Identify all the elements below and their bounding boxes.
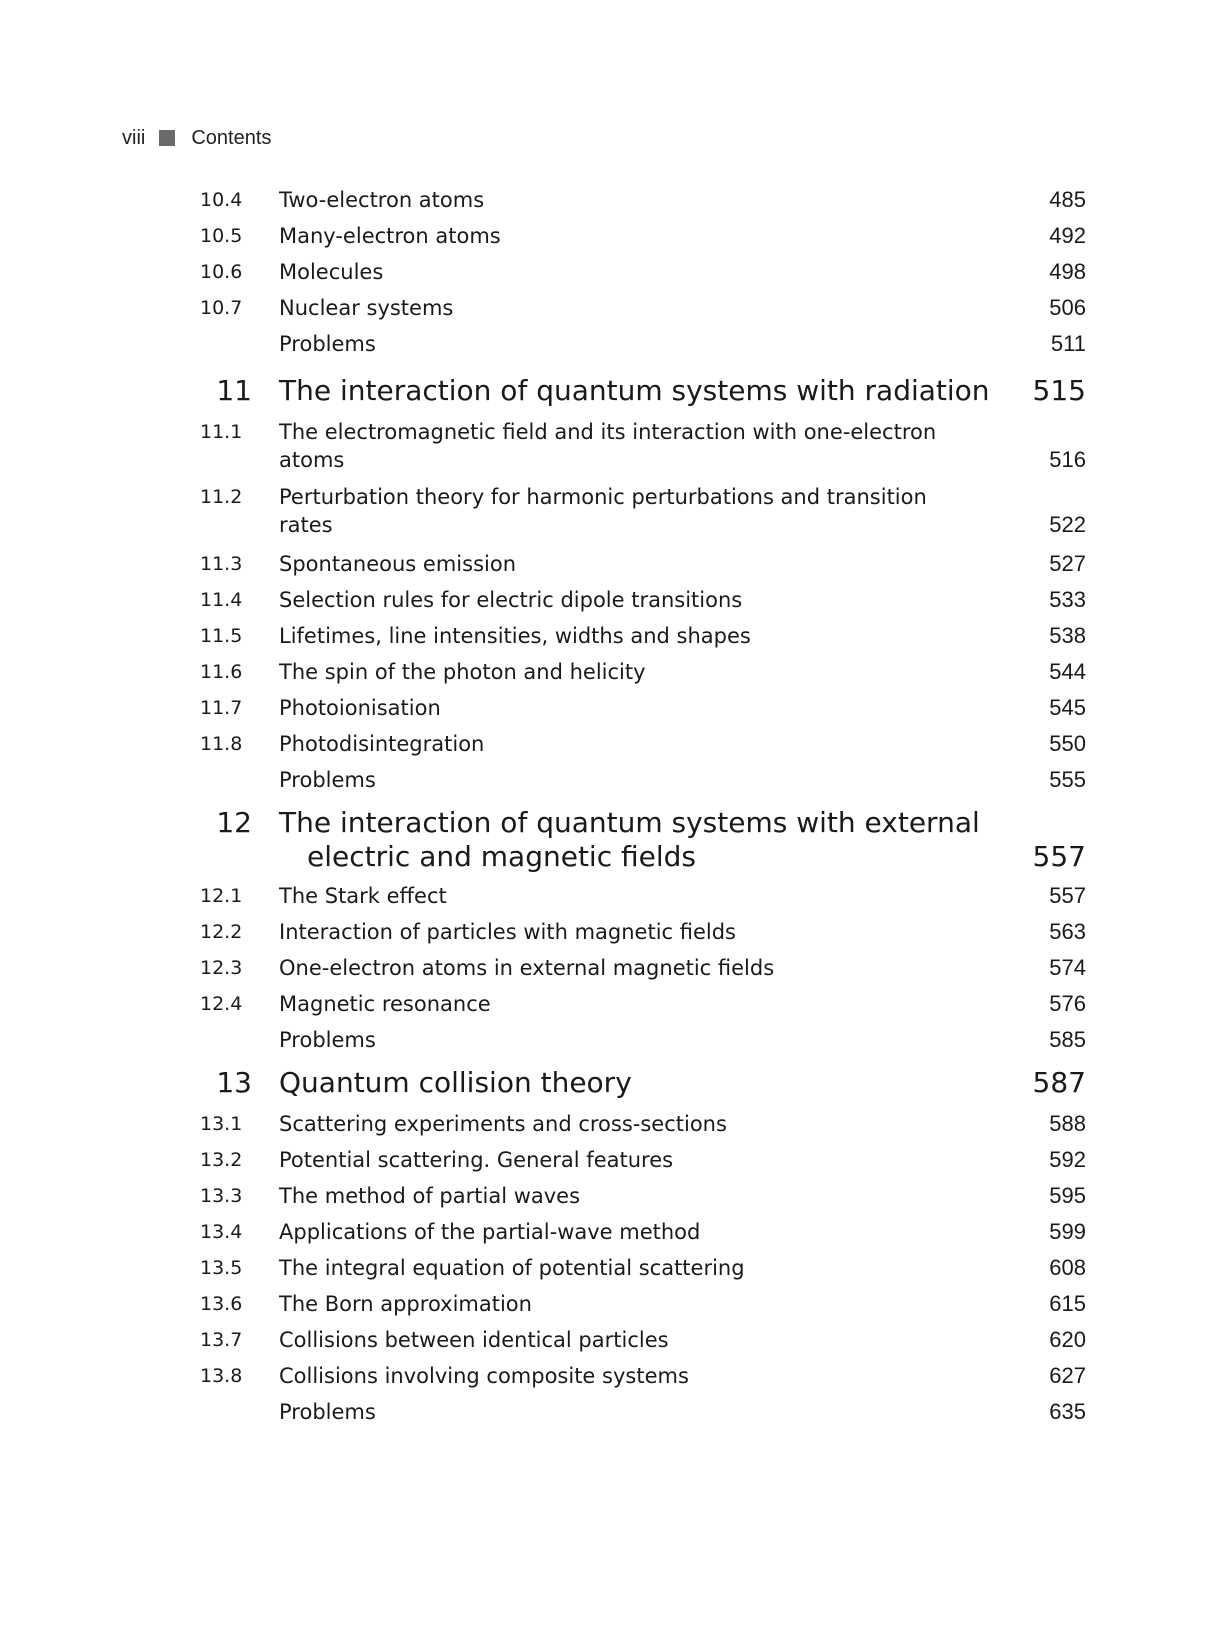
- page-number: 608: [1049, 1255, 1086, 1280]
- page-number: 557: [1032, 840, 1086, 873]
- page-number: 588: [1049, 1111, 1086, 1136]
- section-number: 12.2: [200, 921, 243, 943]
- page-number: 587: [1032, 1066, 1086, 1099]
- section-number: 13.6: [200, 1293, 243, 1315]
- section-title: Many-electron atoms: [279, 224, 501, 248]
- section-title: Problems: [279, 1400, 376, 1424]
- section-title: Problems: [279, 768, 376, 792]
- page-number: 599: [1049, 1219, 1086, 1244]
- section-title: Collisions between identical particles: [279, 1328, 669, 1352]
- page-number: 522: [1049, 512, 1086, 537]
- page-number: 627: [1049, 1363, 1086, 1388]
- section-title: Two-electron atoms: [279, 188, 485, 212]
- page-number: 595: [1049, 1183, 1086, 1208]
- section-title: Interaction of particles with magnetic fields: [279, 920, 736, 944]
- section-title: Lifetimes, line intensities, widths and shapes: [279, 624, 751, 648]
- section-title-line2: atoms: [279, 448, 345, 472]
- section-title-line1: Perturbation theory for harmonic perturbations and transition: [279, 485, 927, 509]
- chapter-title-line2: electric and magnetic fields: [307, 840, 697, 873]
- section-number: 11.6: [200, 661, 243, 683]
- section-title-line1: The electromagnetic field and its interaction with one-electron: [279, 420, 937, 444]
- running-head-label: Contents: [191, 126, 272, 149]
- section-title: Applications of the partial-wave method: [279, 1220, 701, 1244]
- section-number: 11.2: [200, 486, 243, 508]
- section-title: One-electron atoms in external magnetic fields: [279, 956, 775, 980]
- section-number: 11.7: [200, 697, 243, 719]
- section-title: Selection rules for electric dipole transitions: [279, 588, 743, 612]
- page-number: 538: [1049, 623, 1086, 648]
- section-title: The integral equation of potential scattering: [279, 1256, 745, 1280]
- chapter-number: 12: [216, 806, 252, 839]
- section-number: 13.7: [200, 1329, 243, 1351]
- section-number: 13.3: [200, 1185, 243, 1207]
- section-number: 12.3: [200, 957, 243, 979]
- page-number: 533: [1049, 587, 1086, 612]
- section-title: Scattering experiments and cross-sections: [279, 1112, 727, 1136]
- page-number: 576: [1049, 991, 1086, 1016]
- section-number: 10.4: [200, 189, 243, 211]
- section-title: Potential scattering. General features: [279, 1148, 674, 1172]
- page-folio: viii: [122, 126, 146, 149]
- page-number: 515: [1032, 374, 1086, 407]
- section-title: Problems: [279, 332, 376, 356]
- section-title: Magnetic resonance: [279, 992, 491, 1016]
- section-number: 13.1: [200, 1113, 243, 1135]
- chapter-title: The interaction of quantum systems with radiation: [279, 374, 990, 407]
- section-title: [279, 483, 999, 539]
- page-number: 557: [1049, 883, 1086, 908]
- section-title: Collisions involving composite systems: [279, 1364, 689, 1388]
- section-title: The Stark effect: [279, 884, 447, 908]
- section-number: 11.5: [200, 625, 243, 647]
- section-number: 13.8: [200, 1365, 243, 1387]
- page-number: 485: [1049, 187, 1086, 212]
- page-number: 545: [1049, 695, 1086, 720]
- page-number: 527: [1049, 551, 1086, 576]
- page-number: 563: [1049, 919, 1086, 944]
- page-number: 511: [1050, 331, 1086, 356]
- chapter-title: [279, 806, 999, 874]
- page-number: 635: [1049, 1399, 1086, 1424]
- section-number: 11.4: [200, 589, 243, 611]
- section-title: Photodisintegration: [279, 732, 485, 756]
- page-number: 506: [1049, 295, 1086, 320]
- section-title: [279, 418, 999, 474]
- chapter-number: 11: [216, 374, 252, 407]
- page-number: 592: [1049, 1147, 1086, 1172]
- page-number: 492: [1049, 223, 1086, 248]
- chapter-number: 13: [216, 1066, 252, 1099]
- page-number: 544: [1049, 659, 1086, 684]
- page-number: 550: [1049, 731, 1086, 756]
- section-title: Photoionisation: [279, 696, 441, 720]
- section-number: 13.4: [200, 1221, 243, 1243]
- page-number: 620: [1049, 1327, 1086, 1352]
- section-number: 11.1: [200, 421, 243, 443]
- section-number: 12.1: [200, 885, 243, 907]
- section-title: Problems: [279, 1028, 376, 1052]
- page-number: 516: [1049, 447, 1086, 472]
- chapter-title: Quantum collision theory: [279, 1066, 632, 1099]
- chapter-title-line1: The interaction of quantum systems with external: [279, 806, 980, 839]
- section-number: 11.3: [200, 553, 243, 575]
- section-number: 13.2: [200, 1149, 243, 1171]
- page-number: 574: [1049, 955, 1086, 980]
- section-number: 13.5: [200, 1257, 243, 1279]
- section-title: The method of partial waves: [279, 1184, 581, 1208]
- section-number: 10.7: [200, 297, 243, 319]
- page-number: 498: [1049, 259, 1086, 284]
- section-number: 10.6: [200, 261, 243, 283]
- section-title: Molecules: [279, 260, 384, 284]
- section-number: 10.5: [200, 225, 243, 247]
- page-number: 615: [1049, 1291, 1086, 1316]
- section-number: 11.8: [200, 733, 243, 755]
- section-title: The Born approximation: [279, 1292, 532, 1316]
- page-number: 585: [1049, 1027, 1086, 1052]
- section-title-line2: rates: [279, 513, 333, 537]
- page-number: 555: [1049, 767, 1086, 792]
- section-number: 12.4: [200, 993, 243, 1015]
- section-title: Nuclear systems: [279, 296, 454, 320]
- section-title: Spontaneous emission: [279, 552, 517, 576]
- section-title: The spin of the photon and helicity: [279, 660, 646, 684]
